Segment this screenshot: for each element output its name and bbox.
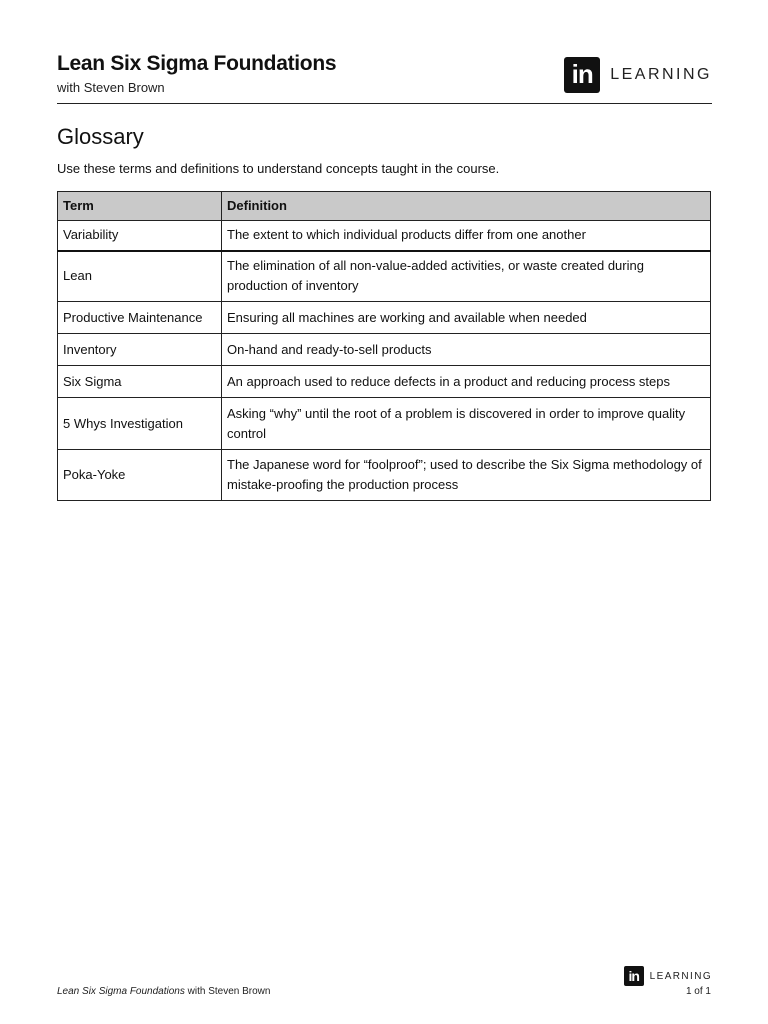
linkedin-learning-logo [564, 57, 712, 93]
definition-cell: Asking “why” until the root of a problem is discovered in order to improve quality control [222, 398, 711, 450]
term-cell: Inventory [58, 334, 222, 366]
column-header-term: Term [58, 192, 222, 221]
column-header-definition: Definition [222, 192, 711, 221]
linkedin-in-icon: in [564, 57, 600, 93]
section-heading: Glossary [57, 124, 144, 149]
footer-linkedin-learning-logo [624, 966, 712, 986]
table-row [58, 251, 711, 302]
page-header [57, 52, 712, 104]
footer-logo-wordmark: LEARNING [649, 970, 712, 982]
table-row [58, 334, 711, 366]
course-instructor: with Steven Brown [57, 80, 165, 95]
course-title: Lean Six Sigma Foundations [57, 52, 337, 75]
table-row [58, 366, 711, 398]
term-cell: 5 Whys Investigation [58, 398, 222, 450]
table-row [58, 221, 711, 251]
definition-cell: The elimination of all non-value-added activities, or waste created during production of inventory [222, 251, 711, 302]
footer-course-title: Lean Six Sigma Foundations [57, 986, 185, 997]
logo-wordmark: LEARNING [610, 66, 712, 83]
table-row [58, 302, 711, 334]
footer-instructor: with Steven Brown [187, 986, 271, 997]
term-cell: Lean [58, 251, 222, 302]
definition-cell: An approach used to reduce defects in a product and reducing process steps [222, 366, 711, 398]
term-cell: Poka-Yoke [58, 450, 222, 501]
table-row [58, 450, 711, 501]
section-intro: Use these terms and definitions to understand concepts taught in the course. [57, 161, 500, 176]
glossary-table [57, 191, 711, 501]
definition-cell: Ensuring all machines are working and available when needed [222, 302, 711, 334]
term-cell: Productive Maintenance [58, 302, 222, 334]
definition-cell: The extent to which individual products differ from one another [222, 221, 711, 251]
table-header-row [58, 192, 711, 221]
term-cell: Six Sigma [58, 366, 222, 398]
footer-course-credit [57, 986, 270, 997]
term-cell: Variability [58, 221, 222, 251]
footer-linkedin-in-icon: in [624, 966, 644, 986]
definition-cell: The Japanese word for “foolproof”; used to describe the Six Sigma methodology of mistake-proofing the production process [222, 450, 711, 501]
table-row [58, 398, 711, 450]
page-number: 1 of 1 [685, 986, 711, 997]
definition-cell: On-hand and ready-to-sell products [222, 334, 711, 366]
